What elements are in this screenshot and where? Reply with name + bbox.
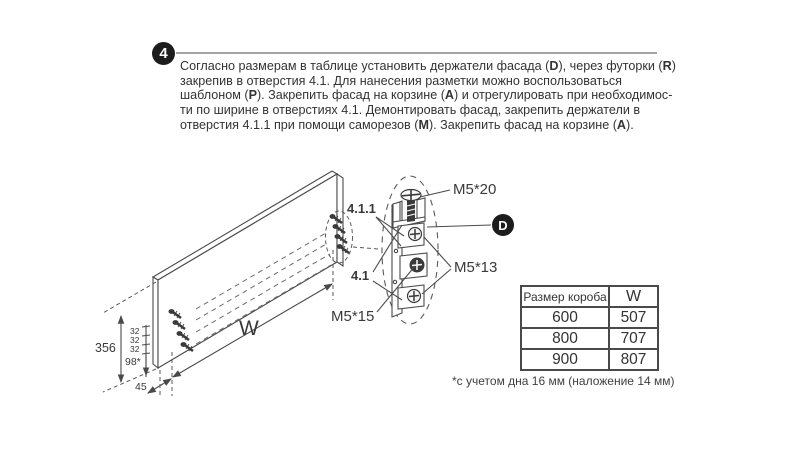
table-row <box>521 349 658 370</box>
label-screw-m5x13: M5*13 <box>454 259 498 276</box>
callout-leaders <box>373 190 491 312</box>
instruction-text: Согласно размерам в таблице установить держатели фасада (D), через футорки (R) закрепив в отверстия 4.1. Для нанесения разметки можно воспользоваться шаблоном (P). Закрепить фасад на корзине (A) и отрегулировать при необходимос- ти по ширине в отверстиях 4.1. Демонтировать фасад, закрепить держатели в отверстия 4.1.1 при помощи саморезов (M). Закрепить фасад на корзине (A). <box>180 59 676 132</box>
dim-32-b: 32 <box>130 335 140 345</box>
label-holes-4-1-1: 4.1.1 <box>347 201 376 216</box>
detail-d-letter: D <box>498 217 508 233</box>
table-header-box-size: Размер короба <box>521 286 609 307</box>
size-table <box>520 285 659 371</box>
label-screw-m5x20: M5*20 <box>453 181 497 198</box>
table-row <box>521 328 658 349</box>
label-holes-4-1: 4.1 <box>351 268 370 283</box>
dim-356: 356 <box>95 341 116 355</box>
table-footnote: *с учетом дна 16 мм (наложение 14 мм) <box>452 374 675 388</box>
cell-w: 707 <box>609 328 658 349</box>
dim-32-c: 32 <box>130 344 140 354</box>
detail-link-line <box>353 247 378 249</box>
table-header-w: W <box>609 286 658 307</box>
cell-box-size: 900 <box>521 349 609 370</box>
cell-w: 507 <box>609 307 658 328</box>
dim-98: 98* <box>125 356 141 368</box>
cell-box-size: 800 <box>521 328 609 349</box>
step-number: 4 <box>159 45 168 62</box>
dim-32-a: 32 <box>130 326 140 336</box>
dim-45: 45 <box>135 381 147 393</box>
label-width-w: W <box>239 317 259 340</box>
label-screw-m5x15: M5*15 <box>331 308 375 325</box>
cell-w: 807 <box>609 349 658 370</box>
step-number-badge <box>152 42 175 65</box>
table-header-row <box>521 286 658 307</box>
holder-bracket <box>392 190 427 318</box>
cell-box-size: 600 <box>521 307 609 328</box>
table-row <box>521 307 658 328</box>
detail-d-badge <box>492 214 514 236</box>
